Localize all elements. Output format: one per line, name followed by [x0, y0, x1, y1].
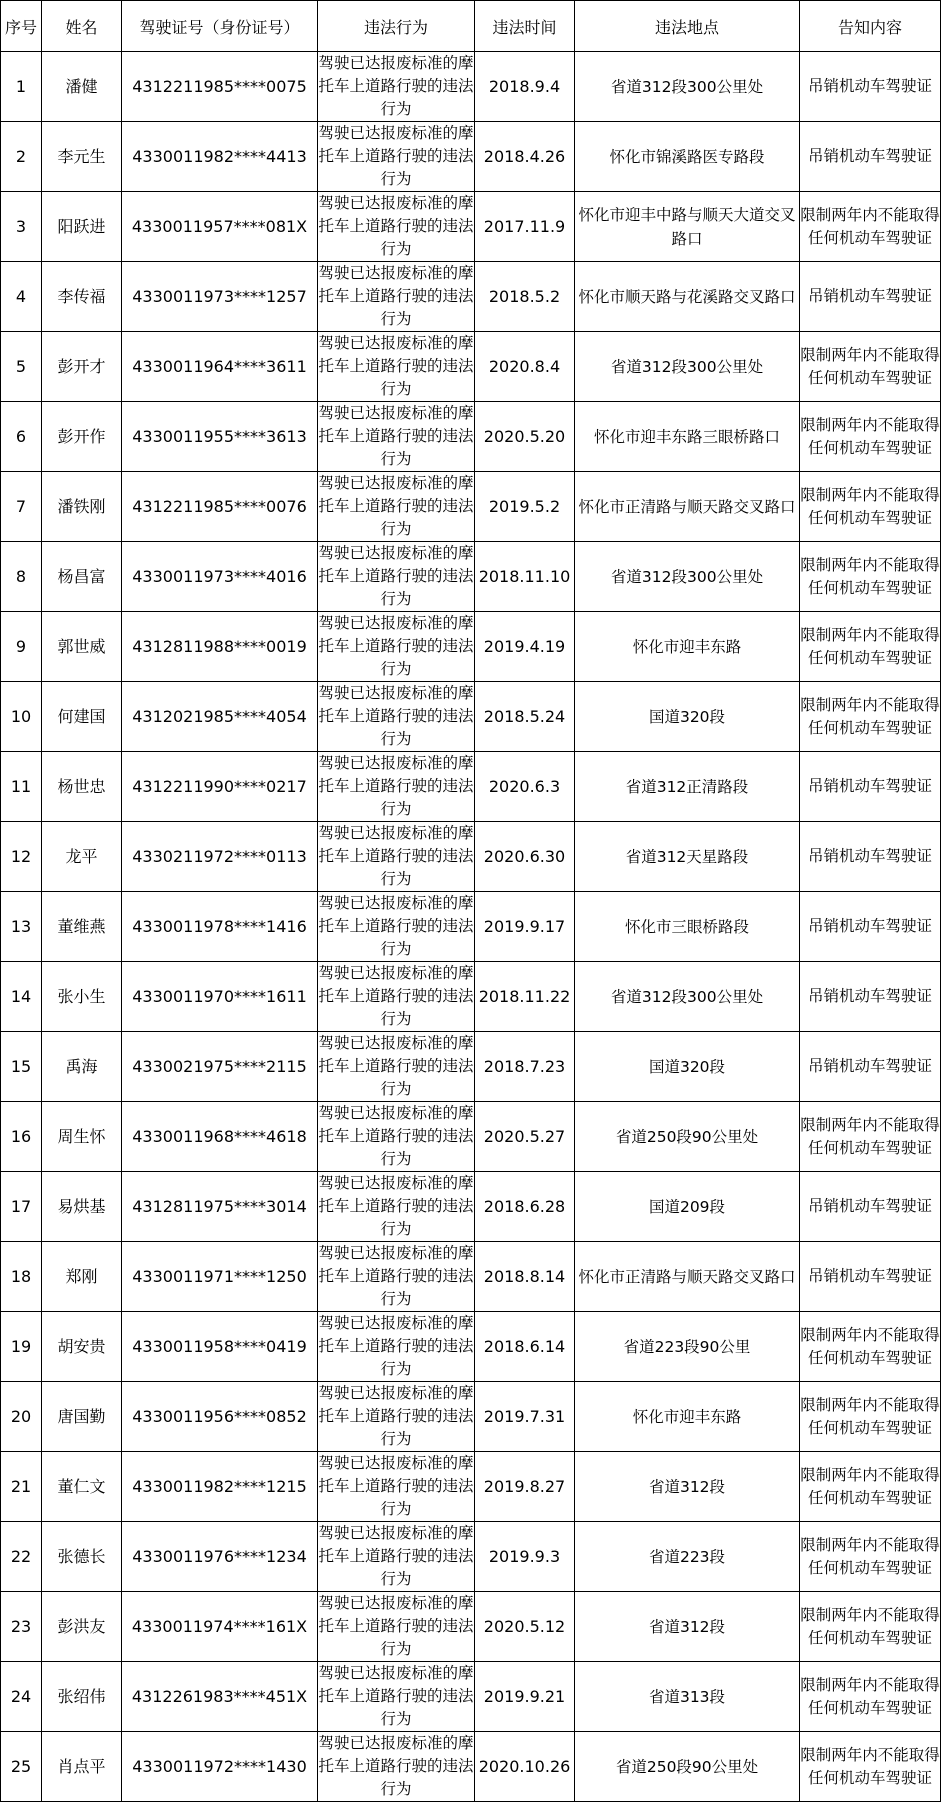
table-row [1, 542, 941, 612]
cell-time: 2020.5.12 [475, 1592, 575, 1662]
cell-location: 怀化市锦溪路医专路段 [575, 122, 800, 192]
cell-behavior: 驾驶已达报废标准的摩托车上道路行驶的违法行为 [318, 612, 475, 682]
cell-license-id: 4312211985****0075 [122, 52, 318, 122]
cell-notice: 吊销机动车驾驶证 [800, 122, 941, 192]
cell-time: 2018.11.22 [475, 962, 575, 1032]
cell-behavior: 驾驶已达报废标准的摩托车上道路行驶的违法行为 [318, 682, 475, 752]
header-location: 违法地点 [575, 1, 800, 52]
cell-no: 10 [1, 682, 42, 752]
cell-no: 1 [1, 52, 42, 122]
cell-notice: 限制两年内不能取得任何机动车驾驶证 [800, 192, 941, 262]
cell-notice: 限制两年内不能取得任何机动车驾驶证 [800, 682, 941, 752]
cell-license-id: 4330011956****0852 [122, 1382, 318, 1452]
table-row [1, 122, 941, 192]
cell-behavior: 驾驶已达报废标准的摩托车上道路行驶的违法行为 [318, 262, 475, 332]
cell-time: 2018.7.23 [475, 1032, 575, 1102]
cell-notice: 吊销机动车驾驶证 [800, 262, 941, 332]
cell-license-id: 4330011974****161X [122, 1592, 318, 1662]
cell-location: 国道209段 [575, 1172, 800, 1242]
cell-notice: 吊销机动车驾驶证 [800, 822, 941, 892]
cell-time: 2018.5.2 [475, 262, 575, 332]
cell-location: 省道312段300公里处 [575, 962, 800, 1032]
table-row [1, 192, 941, 262]
header-behavior: 违法行为 [318, 1, 475, 52]
cell-location: 怀化市迎丰东路三眼桥路口 [575, 402, 800, 472]
cell-notice: 吊销机动车驾驶证 [800, 1242, 941, 1312]
cell-notice: 限制两年内不能取得任何机动车驾驶证 [800, 1522, 941, 1592]
table-row [1, 262, 941, 332]
table-row [1, 402, 941, 472]
table-row [1, 962, 941, 1032]
cell-location: 省道313段 [575, 1662, 800, 1732]
cell-time: 2018.9.4 [475, 52, 575, 122]
cell-behavior: 驾驶已达报废标准的摩托车上道路行驶的违法行为 [318, 192, 475, 262]
cell-name: 李传福 [42, 262, 122, 332]
cell-no: 8 [1, 542, 42, 612]
cell-time: 2018.5.24 [475, 682, 575, 752]
cell-location: 省道312段 [575, 1592, 800, 1662]
cell-name: 郭世威 [42, 612, 122, 682]
cell-behavior: 驾驶已达报废标准的摩托车上道路行驶的违法行为 [318, 1452, 475, 1522]
cell-name: 张德长 [42, 1522, 122, 1592]
cell-no: 20 [1, 1382, 42, 1452]
cell-name: 龙平 [42, 822, 122, 892]
cell-notice: 吊销机动车驾驶证 [800, 892, 941, 962]
cell-no: 21 [1, 1452, 42, 1522]
cell-location: 省道223段90公里 [575, 1312, 800, 1382]
cell-no: 12 [1, 822, 42, 892]
table-row [1, 1732, 941, 1802]
cell-license-id: 4330011970****1611 [122, 962, 318, 1032]
cell-license-id: 4312021985****4054 [122, 682, 318, 752]
cell-behavior: 驾驶已达报废标准的摩托车上道路行驶的违法行为 [318, 892, 475, 962]
cell-no: 6 [1, 402, 42, 472]
cell-location: 省道312段 [575, 1452, 800, 1522]
cell-no: 3 [1, 192, 42, 262]
cell-name: 禹海 [42, 1032, 122, 1102]
cell-time: 2020.6.30 [475, 822, 575, 892]
cell-location: 怀化市迎丰中路与顺天大道交叉路口 [575, 192, 800, 262]
cell-time: 2019.9.3 [475, 1522, 575, 1592]
cell-notice: 限制两年内不能取得任何机动车驾驶证 [800, 1662, 941, 1732]
cell-license-id: 4312811975****3014 [122, 1172, 318, 1242]
cell-no: 24 [1, 1662, 42, 1732]
header-name: 姓名 [42, 1, 122, 52]
cell-license-id: 4312211990****0217 [122, 752, 318, 822]
table-row [1, 1172, 941, 1242]
cell-time: 2020.8.4 [475, 332, 575, 402]
cell-location: 怀化市三眼桥路段 [575, 892, 800, 962]
cell-location: 怀化市迎丰东路 [575, 1382, 800, 1452]
cell-behavior: 驾驶已达报废标准的摩托车上道路行驶的违法行为 [318, 1102, 475, 1172]
table-row [1, 612, 941, 682]
table-row [1, 1452, 941, 1522]
cell-notice: 限制两年内不能取得任何机动车驾驶证 [800, 1102, 941, 1172]
cell-name: 郑刚 [42, 1242, 122, 1312]
cell-time: 2020.10.26 [475, 1732, 575, 1802]
cell-name: 潘健 [42, 52, 122, 122]
cell-time: 2019.8.27 [475, 1452, 575, 1522]
cell-no: 18 [1, 1242, 42, 1312]
cell-no: 23 [1, 1592, 42, 1662]
cell-time: 2018.11.10 [475, 542, 575, 612]
cell-time: 2018.6.28 [475, 1172, 575, 1242]
cell-location: 怀化市正清路与顺天路交叉路口 [575, 472, 800, 542]
cell-location: 省道312段300公里处 [575, 542, 800, 612]
cell-behavior: 驾驶已达报废标准的摩托车上道路行驶的违法行为 [318, 52, 475, 122]
cell-behavior: 驾驶已达报废标准的摩托车上道路行驶的违法行为 [318, 1522, 475, 1592]
cell-no: 25 [1, 1732, 42, 1802]
cell-behavior: 驾驶已达报废标准的摩托车上道路行驶的违法行为 [318, 1662, 475, 1732]
cell-notice: 限制两年内不能取得任何机动车驾驶证 [800, 1312, 941, 1382]
cell-no: 11 [1, 752, 42, 822]
table-row [1, 1382, 941, 1452]
cell-license-id: 4330011982****1215 [122, 1452, 318, 1522]
cell-time: 2020.6.3 [475, 752, 575, 822]
cell-name: 董维燕 [42, 892, 122, 962]
cell-notice: 限制两年内不能取得任何机动车驾驶证 [800, 332, 941, 402]
cell-behavior: 驾驶已达报废标准的摩托车上道路行驶的违法行为 [318, 1242, 475, 1312]
cell-no: 22 [1, 1522, 42, 1592]
header-time: 违法时间 [475, 1, 575, 52]
cell-behavior: 驾驶已达报废标准的摩托车上道路行驶的违法行为 [318, 1172, 475, 1242]
cell-license-id: 4330011978****1416 [122, 892, 318, 962]
cell-no: 2 [1, 122, 42, 192]
cell-no: 5 [1, 332, 42, 402]
cell-license-id: 4330011973****4016 [122, 542, 318, 612]
cell-location: 省道250段90公里处 [575, 1102, 800, 1172]
cell-behavior: 驾驶已达报废标准的摩托车上道路行驶的违法行为 [318, 122, 475, 192]
cell-name: 阳跃进 [42, 192, 122, 262]
header-notice: 告知内容 [800, 1, 941, 52]
cell-name: 张绍伟 [42, 1662, 122, 1732]
cell-name: 胡安贵 [42, 1312, 122, 1382]
cell-name: 唐国勤 [42, 1382, 122, 1452]
cell-time: 2019.5.2 [475, 472, 575, 542]
cell-notice: 限制两年内不能取得任何机动车驾驶证 [800, 542, 941, 612]
cell-location: 省道223段 [575, 1522, 800, 1592]
cell-notice: 限制两年内不能取得任何机动车驾驶证 [800, 612, 941, 682]
cell-time: 2018.6.14 [475, 1312, 575, 1382]
table-row [1, 682, 941, 752]
header-no: 序号 [1, 1, 42, 52]
cell-notice: 限制两年内不能取得任何机动车驾驶证 [800, 1382, 941, 1452]
cell-time: 2019.4.19 [475, 612, 575, 682]
cell-license-id: 4330011982****4413 [122, 122, 318, 192]
cell-behavior: 驾驶已达报废标准的摩托车上道路行驶的违法行为 [318, 542, 475, 612]
table-row [1, 1522, 941, 1592]
cell-no: 13 [1, 892, 42, 962]
cell-no: 7 [1, 472, 42, 542]
cell-license-id: 4312261983****451X [122, 1662, 318, 1732]
cell-no: 4 [1, 262, 42, 332]
cell-no: 19 [1, 1312, 42, 1382]
cell-name: 易烘基 [42, 1172, 122, 1242]
cell-name: 潘铁刚 [42, 472, 122, 542]
cell-notice: 限制两年内不能取得任何机动车驾驶证 [800, 1732, 941, 1802]
cell-license-id: 4330011968****4618 [122, 1102, 318, 1172]
cell-behavior: 驾驶已达报废标准的摩托车上道路行驶的违法行为 [318, 1382, 475, 1452]
cell-behavior: 驾驶已达报废标准的摩托车上道路行驶的违法行为 [318, 402, 475, 472]
cell-name: 彭开才 [42, 332, 122, 402]
cell-behavior: 驾驶已达报废标准的摩托车上道路行驶的违法行为 [318, 1032, 475, 1102]
table-row [1, 1032, 941, 1102]
cell-notice: 限制两年内不能取得任何机动车驾驶证 [800, 1592, 941, 1662]
cell-behavior: 驾驶已达报废标准的摩托车上道路行驶的违法行为 [318, 822, 475, 892]
cell-time: 2019.9.17 [475, 892, 575, 962]
cell-location: 省道312段300公里处 [575, 52, 800, 122]
table-row [1, 472, 941, 542]
cell-behavior: 驾驶已达报废标准的摩托车上道路行驶的违法行为 [318, 472, 475, 542]
cell-time: 2017.11.9 [475, 192, 575, 262]
cell-license-id: 4330011976****1234 [122, 1522, 318, 1592]
cell-behavior: 驾驶已达报废标准的摩托车上道路行驶的违法行为 [318, 752, 475, 822]
cell-notice: 限制两年内不能取得任何机动车驾驶证 [800, 1452, 941, 1522]
cell-location: 省道312天星路段 [575, 822, 800, 892]
cell-license-id: 4312211985****0076 [122, 472, 318, 542]
cell-notice: 吊销机动车驾驶证 [800, 1032, 941, 1102]
table-row [1, 1102, 941, 1172]
cell-no: 16 [1, 1102, 42, 1172]
cell-name: 李元生 [42, 122, 122, 192]
cell-license-id: 4330011964****3611 [122, 332, 318, 402]
cell-name: 周生怀 [42, 1102, 122, 1172]
table-row [1, 752, 941, 822]
cell-name: 杨昌富 [42, 542, 122, 612]
cell-no: 17 [1, 1172, 42, 1242]
cell-location: 省道312正清路段 [575, 752, 800, 822]
cell-name: 杨世忠 [42, 752, 122, 822]
cell-time: 2020.5.20 [475, 402, 575, 472]
cell-behavior: 驾驶已达报废标准的摩托车上道路行驶的违法行为 [318, 1592, 475, 1662]
cell-license-id: 4330011958****0419 [122, 1312, 318, 1382]
cell-license-id: 4330011972****1430 [122, 1732, 318, 1802]
cell-license-id: 4330211972****0113 [122, 822, 318, 892]
cell-name: 董仁文 [42, 1452, 122, 1522]
cell-no: 14 [1, 962, 42, 1032]
cell-name: 肖点平 [42, 1732, 122, 1802]
cell-time: 2020.5.27 [475, 1102, 575, 1172]
cell-location: 怀化市顺天路与花溪路交叉路口 [575, 262, 800, 332]
cell-behavior: 驾驶已达报废标准的摩托车上道路行驶的违法行为 [318, 1312, 475, 1382]
cell-no: 15 [1, 1032, 42, 1102]
table-row [1, 1242, 941, 1312]
table-row [1, 822, 941, 892]
cell-time: 2018.4.26 [475, 122, 575, 192]
cell-notice: 吊销机动车驾驶证 [800, 752, 941, 822]
cell-notice: 限制两年内不能取得任何机动车驾驶证 [800, 402, 941, 472]
cell-name: 彭开作 [42, 402, 122, 472]
cell-notice: 限制两年内不能取得任何机动车驾驶证 [800, 472, 941, 542]
table-row [1, 1662, 941, 1732]
table-row [1, 52, 941, 122]
cell-name: 何建国 [42, 682, 122, 752]
table-row [1, 1592, 941, 1662]
header-id: 驾驶证号（身份证号） [122, 1, 318, 52]
cell-license-id: 4312811988****0019 [122, 612, 318, 682]
cell-name: 张小生 [42, 962, 122, 1032]
cell-license-id: 4330011971****1250 [122, 1242, 318, 1312]
cell-no: 9 [1, 612, 42, 682]
table-row [1, 892, 941, 962]
cell-notice: 吊销机动车驾驶证 [800, 1172, 941, 1242]
cell-behavior: 驾驶已达报废标准的摩托车上道路行驶的违法行为 [318, 962, 475, 1032]
cell-time: 2018.8.14 [475, 1242, 575, 1312]
cell-location: 怀化市正清路与顺天路交叉路口 [575, 1242, 800, 1312]
table-row [1, 1312, 941, 1382]
cell-behavior: 驾驶已达报废标准的摩托车上道路行驶的违法行为 [318, 332, 475, 402]
cell-time: 2019.9.21 [475, 1662, 575, 1732]
table-header-row [1, 1, 941, 52]
cell-license-id: 4330021975****2115 [122, 1032, 318, 1102]
cell-notice: 吊销机动车驾驶证 [800, 962, 941, 1032]
cell-license-id: 4330011955****3613 [122, 402, 318, 472]
cell-location: 省道250段90公里处 [575, 1732, 800, 1802]
cell-location: 省道312段300公里处 [575, 332, 800, 402]
cell-name: 彭洪友 [42, 1592, 122, 1662]
cell-location: 国道320段 [575, 1032, 800, 1102]
cell-time: 2019.7.31 [475, 1382, 575, 1452]
cell-location: 怀化市迎丰东路 [575, 612, 800, 682]
table-row [1, 332, 941, 402]
cell-notice: 吊销机动车驾驶证 [800, 52, 941, 122]
cell-license-id: 4330011957****081X [122, 192, 318, 262]
cell-license-id: 4330011973****1257 [122, 262, 318, 332]
cell-location: 国道320段 [575, 682, 800, 752]
cell-behavior: 驾驶已达报废标准的摩托车上道路行驶的违法行为 [318, 1732, 475, 1802]
